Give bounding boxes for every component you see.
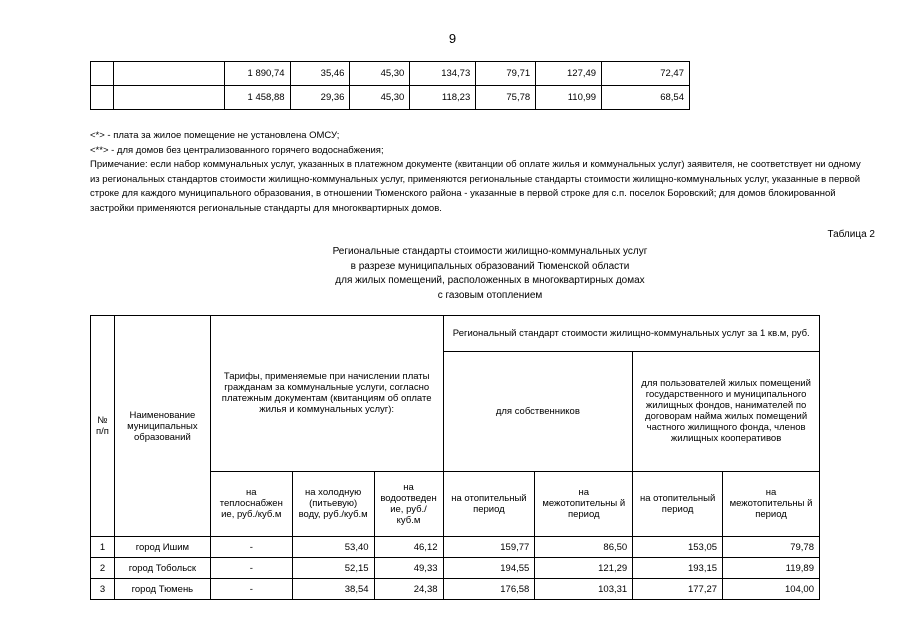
title-line: для жилых помещений, расположенных в многоквартирных домах (335, 275, 645, 286)
cell: 75,78 (476, 86, 536, 110)
title-line: с газовым отоплением (437, 289, 543, 301)
cell: 38,54 (292, 579, 374, 600)
header-cold-water: на холодную (питьевую) воду, руб./куб.м (292, 471, 374, 536)
cell: 79,78 (723, 537, 820, 558)
header-nonheating-tenants: на межотопительны й период (723, 471, 820, 536)
cell: 118,23 (410, 86, 476, 110)
cell: 110,99 (536, 86, 602, 110)
header-tenants: для пользователей жилых помещений государственного и муниципального жилищных фондов, нанимателей по договорам найма жилых помещений частного жилищного фонда, членов жилищных кооперативов (633, 352, 820, 472)
cell: 103,31 (535, 579, 633, 600)
cell: 53,40 (292, 537, 374, 558)
header-num: № п/п (91, 316, 115, 537)
header-standard: Региональный стандарт стоимости жилищно-коммунальных услуг за 1 кв.м, руб. (443, 316, 819, 352)
table-row (91, 579, 820, 600)
cell: 52,15 (292, 558, 374, 579)
top-table (90, 61, 690, 110)
cell: 1 890,74 (224, 62, 290, 86)
cell: 193,15 (633, 558, 723, 579)
cell: город Ишим (114, 537, 210, 558)
cell: 46,12 (374, 537, 443, 558)
cell: 194,55 (443, 558, 535, 579)
cell: 119,89 (723, 558, 820, 579)
table-label: Таблица 2 (827, 229, 875, 240)
table-title (190, 245, 790, 303)
cell: 121,29 (535, 558, 633, 579)
table-row (91, 62, 690, 86)
cell: 68,54 (602, 86, 690, 110)
note-footnote-2: <**> - для домов без централизованного горячего водоснабжения; (90, 144, 384, 156)
cell (91, 62, 114, 86)
cell: 45,30 (350, 86, 410, 110)
table-row (91, 86, 690, 110)
cell (113, 86, 224, 110)
table-row (91, 537, 820, 558)
cell: 1 (91, 537, 115, 558)
cell: 3 (91, 579, 115, 600)
title-line: Региональные стандарты стоимости жилищно-коммунальных услуг (332, 246, 648, 257)
cell: 35,46 (290, 62, 350, 86)
cell: 159,77 (443, 537, 535, 558)
header-heating-owners: на отопительный период (443, 471, 535, 536)
cell: - (210, 537, 292, 558)
header-nonheating-owners: на межотопительны й период (535, 471, 633, 536)
title-line: в разрезе муниципальных образований Тюменской области (350, 260, 630, 272)
note-footnote-1: <*> - плата за жилое помещение не установлена ОМСУ; (90, 130, 340, 141)
cell: 49,33 (374, 558, 443, 579)
cell (113, 62, 224, 86)
header-name: Наименование муниципальных образований (114, 316, 210, 537)
note-remark: Примечание: если набор коммунальных услуг, указанных в платежном документе (квитанции об оплате жилья и коммунальных услуг) заявителя, не соответствует ни одному из региональных стандартов стоимости жилищно-коммунальных услуг, применяются региональные стандарты стоимости жилищно-коммунальных услуг, указанные в первой строке для каждого муниципального образования, в отношении Тюменского района - указанные в первой строке для с.п. поселок Боровский; для домов блокированной застройки применяются региональные стандарты для многоквартирных домов. (90, 159, 861, 214)
header-heat: на теплоснабжен ие, руб./куб.м (210, 471, 292, 536)
cell: - (210, 579, 292, 600)
cell: - (210, 558, 292, 579)
cell: 79,71 (476, 62, 536, 86)
cell: 24,38 (374, 579, 443, 600)
cell (91, 86, 114, 110)
header-heating-tenants: на отопительный период (633, 471, 723, 536)
cell: 153,05 (633, 537, 723, 558)
cell: 134,73 (410, 62, 476, 86)
cell: 2 (91, 558, 115, 579)
cell: 72,47 (602, 62, 690, 86)
header-drainage: на водоотведен ие, руб./куб.м (374, 471, 443, 536)
cell: 177,27 (633, 579, 723, 600)
cell: 1 458,88 (224, 86, 290, 110)
notes (90, 129, 868, 217)
cell: 127,49 (536, 62, 602, 86)
cell: 176,58 (443, 579, 535, 600)
header-owners: для собственников (443, 352, 633, 472)
cell: 45,30 (350, 62, 410, 86)
header-tariffs: Тарифы, применяемые при начислении платы гражданам за коммунальные услуги, согласно платежным документам (квитанциям об оплате жилья и коммунальных услуг): (210, 316, 443, 472)
standards-table (90, 315, 820, 600)
cell: 104,00 (723, 579, 820, 600)
cell: 29,36 (290, 86, 350, 110)
cell: город Тюмень (114, 579, 210, 600)
cell: 86,50 (535, 537, 633, 558)
cell: город Тобольск (114, 558, 210, 579)
table-row (91, 558, 820, 579)
page-number: 9 (448, 31, 457, 46)
